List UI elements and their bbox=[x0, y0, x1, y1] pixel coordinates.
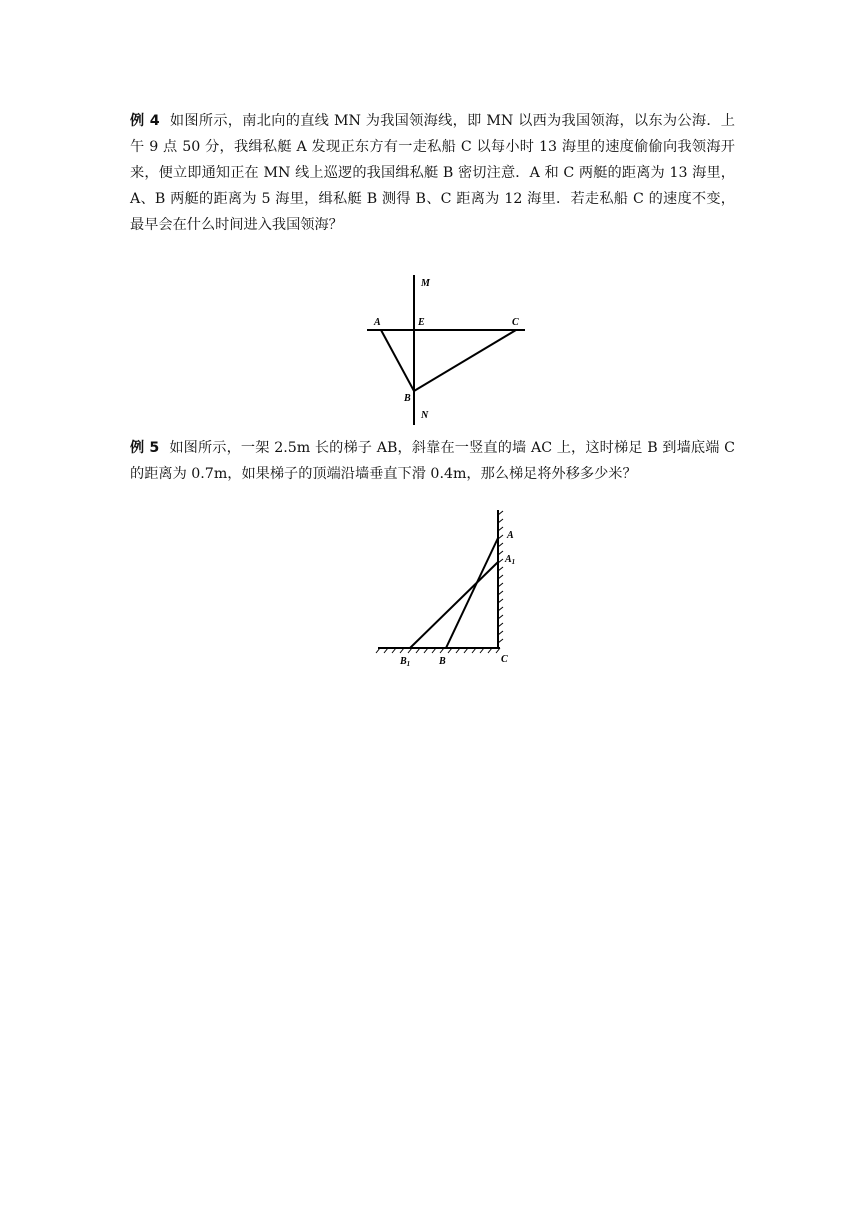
example-4-figure bbox=[355, 270, 540, 430]
example-4-text: 如图所示，南北向的直线 MN 为我国领海线，即 MN 以西为我国领海，以东为公海．上午 9 点 50 分，我缉私艇 A 发现正东方有一走私船 C 以每小时 13 海里的速度偷偷向我领海开来，便立即通知正在 MN 线上巡逻的我国缉私艇 B 密切注意．A 和 C 两艇的距离为 13 海里，A、B 两艇的距离为 5 海里，缉私艇 B 测得 B、C 距离为 12 海里．若走私船 C 的速度不变，最早会在什么时间进入我国领海？ bbox=[130, 113, 735, 233]
example-5-label: 例 5 bbox=[130, 440, 160, 456]
label-c: C bbox=[512, 317, 519, 328]
label-a: A bbox=[374, 317, 381, 328]
example-5-paragraph bbox=[130, 435, 735, 487]
line-ab bbox=[381, 330, 414, 391]
label-n: N bbox=[421, 410, 429, 421]
example-4-paragraph bbox=[130, 108, 735, 238]
label-e: E bbox=[418, 317, 425, 328]
example-4-label: 例 4 bbox=[130, 113, 160, 129]
line-bc bbox=[414, 330, 516, 391]
example-5-figure bbox=[370, 505, 525, 675]
label-m: M bbox=[421, 278, 430, 289]
label-b1: $B_1$ bbox=[400, 656, 411, 668]
label-c: C bbox=[501, 654, 508, 665]
ladder-a1b1 bbox=[410, 562, 498, 648]
example-5-text: 如图所示，一架 2.5m 长的梯子 AB，斜靠在一竖直的墙 AC 上，这时梯足 B 到墙底端 C 的距离为 0.7m，如果梯子的顶端沿墙垂直下滑 0.4m，那么梯足将外移多少米？ bbox=[130, 440, 735, 482]
label-a1: $A_1$ bbox=[505, 554, 516, 566]
label-b: B bbox=[439, 656, 446, 667]
label-b: B bbox=[404, 393, 411, 404]
label-a: A bbox=[507, 530, 514, 541]
ladder-ab bbox=[446, 538, 498, 648]
